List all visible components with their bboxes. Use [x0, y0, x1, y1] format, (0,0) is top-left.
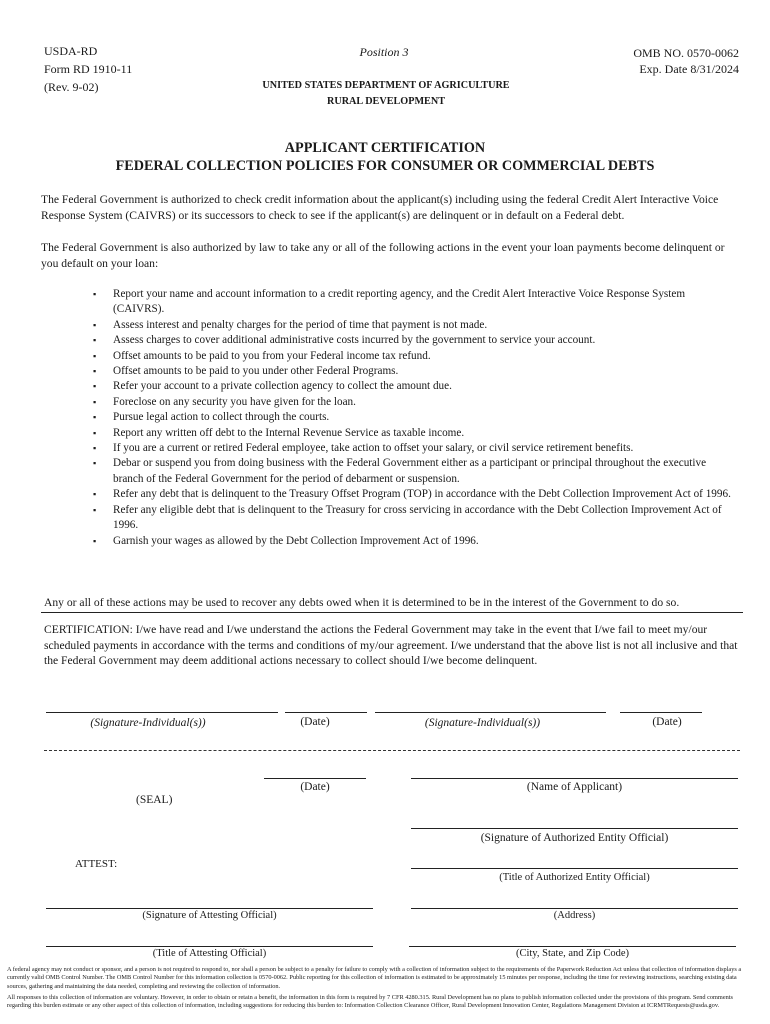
header-agency: USDA-RD	[44, 44, 98, 58]
attest-label: ATTEST:	[75, 858, 118, 870]
attesting-title-line[interactable]	[46, 946, 373, 947]
date-line-2[interactable]	[620, 712, 702, 713]
header-revision: (Rev. 9-02)	[44, 80, 99, 94]
form-title: APPLICANT CERTIFICATION	[284, 140, 486, 156]
form-subtitle: FEDERAL COLLECTION POLICIES FOR CONSUMER OR COMMERCIAL DEBTS	[115, 158, 655, 174]
list-item: ▪ If you are a current or retired Federal employee, take action to offset your salary, or civil service retirement benefits.	[93, 441, 733, 456]
date-line-3[interactable]	[264, 778, 366, 779]
authorized-title-line[interactable]	[411, 868, 738, 869]
list-item: ▪ Assess interest and penalty charges for the period of time that payment is not made.	[93, 318, 733, 333]
list-item: ▪ Refer your account to a private collection agency to collect the amount due.	[93, 379, 733, 394]
attesting-title-label: (Title of Attesting Official)	[152, 948, 267, 959]
signature-line-individual-1[interactable]	[46, 712, 278, 713]
signature-individual-label-2: (Signature-Individual(s))	[424, 717, 541, 729]
expiration-date: Exp. Date 8/31/2024	[639, 62, 739, 76]
list-item: ▪ Garnish your wages as allowed by the Debt Collection Improvement Act of 1996.	[93, 534, 733, 549]
section-divider	[41, 612, 743, 613]
credit-check-paragraph: The Federal Government is authorized to check credit information about the applicant(s) including using the federal Credit Alert Interactive Voice Response System (CAIVRS) or its successors to check to see if the applicant(s) are delinquent or in default on a Federal debt.	[41, 193, 719, 222]
department-name: UNITED STATES DEPARTMENT OF AGRICULTURE	[262, 80, 510, 91]
signature-line-individual-2[interactable]	[375, 712, 606, 713]
list-item: ▪ Refer any debt that is delinquent to the Treasury Offset Program (TOP) in accordance with the Debt Collection Improvement Act of 1996.	[93, 487, 733, 502]
name-of-applicant-line[interactable]	[411, 778, 738, 779]
list-item: ▪ Pursue legal action to collect through the courts.	[93, 410, 733, 425]
list-item: ▪ Offset amounts to be paid to you under other Federal Programs.	[93, 364, 733, 379]
signature-individual-label-1: (Signature-Individual(s))	[90, 717, 206, 729]
city-state-zip-label: (City, State, and Zip Code)	[515, 948, 630, 959]
seal-label: (SEAL)	[136, 794, 173, 806]
paperwork-reduction-notice: A federal agency may not conduct or sponsor, and a person is not required to respond to, nor shall a person be subject to a penalty for failure to comply with a collection of information subject to the requirements of the Paperwork Reduction Act unless that collection of information displays a currently valid OMB Control Number. The OMB Control Number for this information collection is 0570-0062. Public reporting for this collection of information is estimated to be approximately 15 minutes per response, including the time for reviewing instructions, searching existing data sources, gathering and maintaining the data needed, completing and reviewing the collection of information.	[7, 966, 742, 990]
voluntary-response-notice: All responses to this collection of information are voluntary. However, in order to obtain or retain a benefit, the information in this form is required by 7 CFR 4280.315. Rural Development has no plans to publish information collected under the provisions of this program. Send comments regarding this burden estimate or any other aspect of this collection of information, including suggestions for reducing this burden to: Information Collection Clearance Officer, Rural Development Innovation Center, Regulations Management Division at ICRMTRequests@usda.gov.	[7, 994, 733, 1010]
list-item: ▪ Offset amounts to be paid to you from your Federal income tax refund.	[93, 349, 733, 364]
actions-list	[93, 287, 733, 549]
date-label-2: (Date)	[652, 716, 682, 728]
position-label: Position 3	[359, 45, 409, 59]
date-line-1[interactable]	[285, 712, 367, 713]
header-form-number: Form RD 1910-11	[44, 62, 133, 76]
certification-text: CERTIFICATION: I/we have read and I/we understand the actions the Federal Government may take in the event that I/we fail to meet my/our scheduled payments in accordance with the terms and conditions of my/our agreement. I/we understand that the above list is not all inclusive and that the Federal Government may deem additional actions necessary to collect should I/we become delinquent.	[44, 623, 738, 667]
date-label-1: (Date)	[300, 716, 330, 728]
list-item: ▪ Debar or suspend you from doing business with the Federal Government either as a participant or principal throughout the executive branch of the Federal Government for the period of debarment or suspension.	[93, 456, 733, 487]
omb-number: OMB NO. 0570-0062	[633, 46, 739, 60]
list-item: ▪ Assess charges to cover additional administrative costs incurred by the government to service your account.	[93, 333, 733, 348]
division-name: RURAL DEVELOPMENT	[326, 96, 446, 107]
attesting-signature-line[interactable]	[46, 908, 373, 909]
authorized-title-label: (Title of Authorized Entity Official)	[499, 872, 650, 883]
list-item: ▪ Refer any eligible debt that is delinquent to the Treasury for cross servicing in accordance with the Debt Collection Improvement Act of 1996.	[93, 503, 733, 534]
attesting-signature-label: (Signature of Attesting Official)	[142, 910, 277, 921]
address-label: (Address)	[553, 910, 596, 921]
dashed-separator	[44, 750, 740, 751]
authorized-actions-paragraph: The Federal Government is also authorized by law to take any or all of the following actions in the event your loan payments become delinquent or you default on your loan:	[41, 241, 725, 270]
name-of-applicant-label: (Name of Applicant)	[526, 781, 623, 793]
date-label-3: (Date)	[300, 781, 330, 793]
authorized-signature-line[interactable]	[411, 828, 738, 829]
list-item: ▪ Report any written off debt to the Internal Revenue Service as taxable income.	[93, 426, 733, 441]
address-line[interactable]	[411, 908, 738, 909]
list-item: ▪ Foreclose on any security you have given for the loan.	[93, 395, 733, 410]
city-state-zip-line[interactable]	[409, 946, 736, 947]
authorized-signature-label: (Signature of Authorized Entity Official)	[480, 832, 669, 844]
recovery-statement: Any or all of these actions may be used to recover any debts owed when it is determined to be in the interest of the Government to do so.	[44, 596, 680, 609]
list-item: ▪ Report your name and account information to a credit reporting agency, and the Credit Alert Interactive Voice Response System (CAIVRS).	[93, 287, 733, 318]
